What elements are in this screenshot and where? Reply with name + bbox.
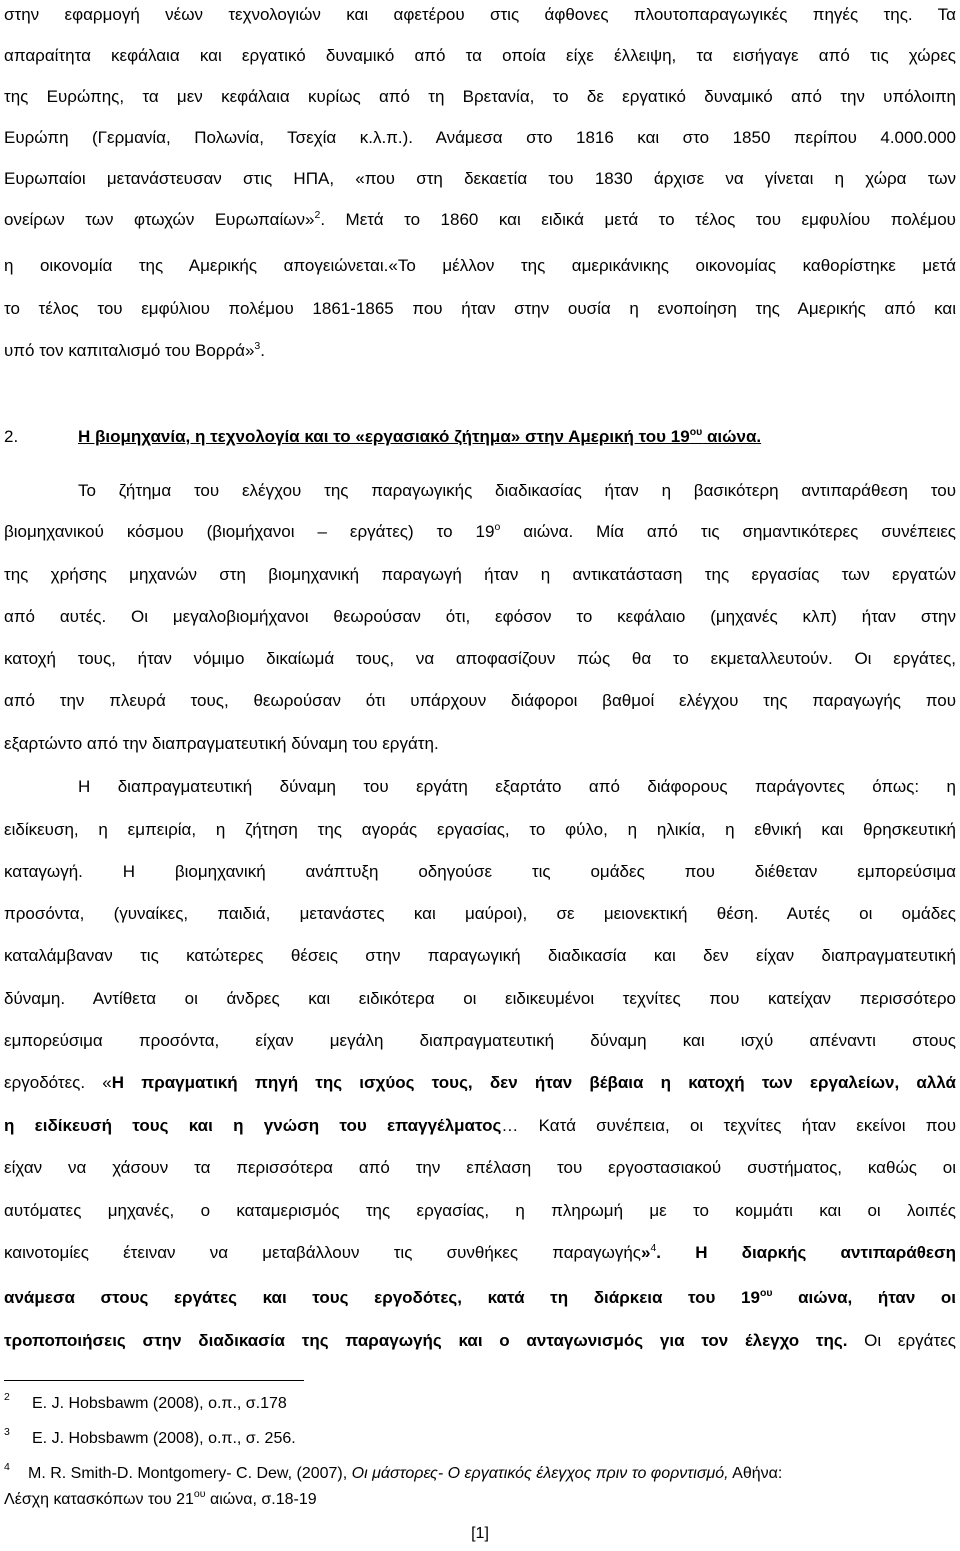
superscript: ο	[494, 521, 501, 533]
section-heading	[4, 426, 956, 448]
bold-text: Η πραγματική πηγή της ισχύος τους, δεν ήταν βέβαια η κατοχή των εργαλείων, αλλά	[111, 1073, 956, 1092]
text-line: στην εφαρμογή νέων τεχνολογιών και αφετέρου στις άφθονες πλουτοπαραγωγικές πηγές της. Τα	[4, 5, 956, 24]
text-line: αυτόματες μηχανές, ο καταμερισμός της εργασίας, η πληρωμή με το κομμάτι και οι λοιπές	[4, 1201, 956, 1220]
text-span: . Μετά το 1860 και ειδικά μετά το τέλος του εμφυλίου πολέμου	[320, 210, 956, 229]
text-line: το τέλος του εμφύλιου πολέμου 1861-1865 που ήταν στην ουσία η ενοποίηση της Αμερικής από και	[4, 299, 956, 318]
text-span: ονείρων των φτωχών Ευρωπαίων»	[4, 210, 315, 229]
superscript: ου	[689, 426, 703, 438]
footnote-text: αιώνα, σ.18-19	[205, 1491, 317, 1508]
text-line: προσόντα, (γυναίκες, παιδιά, μετανάστες και μαύροι), σε μειονεκτική θέση. Αυτές οι ομάδες	[4, 904, 956, 923]
text-line	[4, 521, 956, 543]
footnote-separator	[4, 1380, 304, 1381]
text-span: … Κατά συνέπεια, οι τεχνίτες ήταν εκείνοι που	[501, 1116, 956, 1135]
bold-text: »	[640, 1243, 651, 1262]
text-line: Ευρωπαίοι μετανάστευσαν στις ΗΠΑ, «που στη δεκαετία του 1830 άρχισε να γίνεται η χώρα των	[4, 169, 956, 188]
footnote: 4 M. R. Smith-D. Montgomery- C. Dew, (2007), Οι μάστορες- Ο εργατικός έλεγχος πριν το φορντισμό, Αθήνα:	[4, 1461, 783, 1482]
text-line: είχαν να χάσουν τα περισσότερα από την επέλαση του εργοστασιακού συστήματος, καθώς οι	[4, 1158, 956, 1177]
section-number: 2.	[4, 427, 19, 446]
text-line: κατοχή τους, ήταν νόμιμο δικαίωμά τους, να αποφασίζουν πώς θα το εκμεταλλευτούν. Οι εργάτες,	[4, 649, 956, 668]
text-span: καινοτομίες έτειναν να μεταβάλλουν τις συνθήκες παραγωγής	[4, 1243, 641, 1262]
superscript: ου	[193, 1488, 206, 1500]
text-span: βιομηχανικού κόσμου (βιομήχανοι – εργάτες) το 19	[4, 522, 495, 541]
bold-text: η ειδίκευσή τους και η γνώση του επαγγέλματος	[4, 1116, 502, 1135]
bold-text: ανάμεσα στους εργάτες και τους εργοδότες, κατά τη διάρκεια του 19	[4, 1288, 760, 1307]
text-line	[4, 1287, 956, 1309]
footnote-text: Λέσχη κατασκόπων του 21	[4, 1491, 194, 1508]
text-line	[4, 340, 956, 362]
text-span: εργοδότες. «	[4, 1073, 112, 1092]
footnote-text: E. J. Hobsbawm (2008), ο.π., σ.178	[32, 1395, 287, 1412]
text-span: Οι εργάτες	[847, 1331, 956, 1350]
text-line: της χρήσης μηχανών στη βιομηχανική παραγωγή ήταν η αντικατάσταση της εργασίας των εργατών	[4, 565, 956, 584]
text-line	[4, 1115, 956, 1137]
text-line	[4, 1330, 956, 1352]
text-line: καταγωγή. Η βιομηχανική ανάπτυξη οδηγούσε τις ομάδες που διέθεταν εμπορεύσιμα	[4, 862, 956, 881]
heading-text: Η βιομηχανία, η τεχνολογία και το «εργασιακό ζήτημα» στην Αμερική του 19	[78, 427, 690, 446]
text-span: αιώνα. Μία από τις σημαντικότερες συνέπειες	[500, 522, 957, 541]
page-number: [1]	[471, 1525, 489, 1542]
heading-text: αιώνα.	[702, 427, 762, 446]
bold-text: αιώνα, ήταν οι	[772, 1288, 957, 1307]
footnote-text: Αθήνα:	[728, 1465, 783, 1482]
text-line: από την πλευρά τους, θεωρούσαν ότι υπάρχουν διάφοροι βαθμοί ελέγχου της παραγωγής που	[4, 691, 956, 710]
footnote-text: E. J. Hobsbawm (2008), ο.π., σ. 256.	[32, 1430, 296, 1447]
text-line: εμπορεύσιμα προσόντα, είχαν μεγάλη διαπραγματευτική δύναμη και ισχύ απέναντι στους	[4, 1031, 956, 1050]
bold-text: τροποποιήσεις στην διαδικασία της παραγωγής και ο ανταγωνισμός για τον έλεγχο της.	[4, 1331, 848, 1350]
text-line: Η διαπραγματευτική δύναμη του εργάτη εξαρτάτο από διάφορους παράγοντες όπως: η	[78, 777, 956, 796]
text-span: .	[260, 341, 265, 360]
footnote: 2 E. J. Hobsbawm (2008), ο.π., σ.178	[4, 1391, 287, 1412]
bold-text: . Η διαρκής αντιπαράθεση	[656, 1243, 956, 1262]
text-line: εξαρτώντο από την διαπραγματευτική δύναμη του εργάτη.	[4, 734, 439, 753]
text-line: Ευρώπη (Γερμανία, Πολωνία, Τσεχία κ.λ.π.). Ανάμεσα στο 1816 και στο 1850 περίπου 4.000.000	[4, 128, 956, 147]
text-line: από αυτές. Οι μεγαλοβιομήχανοι θεωρούσαν ότι, εφόσον το κεφάλαιο (μηχανές κλπ) ήταν στην	[4, 607, 956, 626]
text-line: καταλάμβαναν τις κατώτερες θέσεις στην παραγωγική διαδικασία και δεν είχαν διαπραγματευτική	[4, 946, 956, 965]
text-line: η οικονομία της Αμερικής απογειώνεται.«Το μέλλον της αμερικάνικης οικονομίας καθορίστηκε μετά	[4, 256, 956, 275]
superscript: ου	[759, 1287, 773, 1299]
text-line	[4, 209, 956, 231]
text-line: δύναμη. Αντίθετα οι άνδρες και ειδικότερα οι ειδικευμένοι τεχνίτες που κατείχαν περισσότερο	[4, 989, 956, 1008]
text-line: ειδίκευση, η εμπειρία, η ζήτηση της αγοράς εργασίας, το φύλο, η ηλικία, η εθνική και θρησκευτική	[4, 820, 956, 839]
footnote-ref: 2	[314, 209, 321, 221]
text-line: απαραίτητα κεφάλαια και εργατικό δυναμικό από τα οποία είχε έλλειψη, τα εισήγαγε από τις χώρες	[4, 46, 956, 65]
text-line: Το ζήτημα του ελέγχου της παραγωγικής διαδικασίας ήταν η βασικότερη αντιπαράθεση του	[78, 481, 956, 500]
footnote-continuation	[4, 1490, 317, 1510]
text-line	[4, 1242, 956, 1264]
footnote-ref: 3	[254, 340, 261, 352]
footnote-ref: 4	[650, 1242, 657, 1254]
footnote-text: M. R. Smith-D. Montgomery- C. Dew, (2007),	[28, 1465, 352, 1482]
footnote: 3 E. J. Hobsbawm (2008), ο.π., σ. 256.	[4, 1426, 296, 1447]
text-line: της Ευρώπης, τα μεν κεφάλαια κυρίως από τη Βρετανία, το δε εργατικό δυναμικό από την υπόλοιπη	[4, 87, 956, 106]
text-span: υπό τον καπιταλισμό του Βορρά»	[4, 341, 255, 360]
text-line	[4, 1072, 956, 1094]
footnote-title: Οι μάστορες- Ο εργατικός έλεγχος πριν το φορντισμό,	[351, 1465, 729, 1482]
